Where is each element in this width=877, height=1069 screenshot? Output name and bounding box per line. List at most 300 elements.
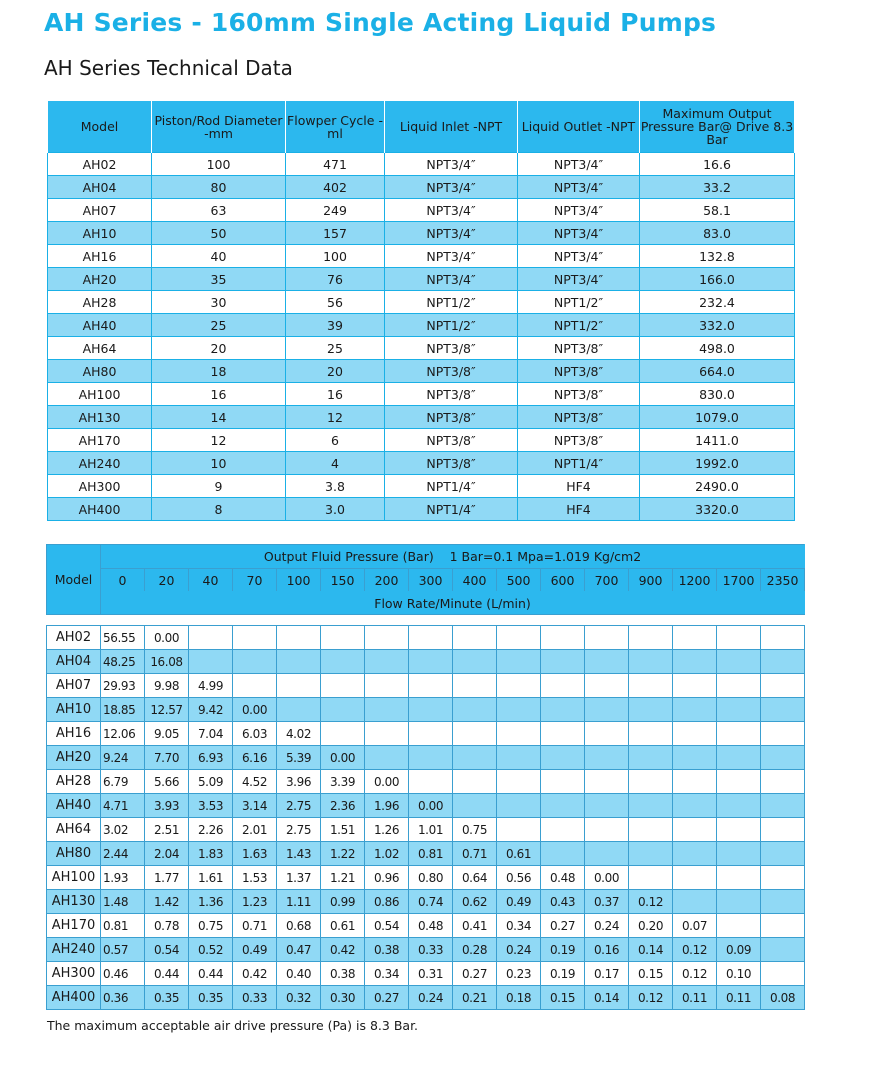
flow-cell: 1.77 xyxy=(145,866,189,890)
table-cell: 6 xyxy=(286,429,385,452)
flow-cell xyxy=(585,842,629,866)
model-header: Model xyxy=(47,545,101,615)
flow-cell xyxy=(761,818,805,842)
table-row xyxy=(48,153,795,176)
flow-cell: 0.07 xyxy=(673,914,717,938)
flow-cell: 1.51 xyxy=(321,818,365,842)
flow-cell xyxy=(629,626,673,650)
table-cell: NPT3/4″ xyxy=(518,176,640,199)
flow-cell: 5.09 xyxy=(189,770,233,794)
table-cell: NPT3/4″ xyxy=(385,153,518,176)
flow-cell xyxy=(629,674,673,698)
flow-cell xyxy=(761,962,805,986)
table-cell: 4 xyxy=(286,452,385,475)
flow-cell: 0.00 xyxy=(365,770,409,794)
table-cell: NPT1/4″ xyxy=(385,498,518,521)
model-cell: AH02 xyxy=(47,626,101,650)
flow-cell: 1.37 xyxy=(277,866,321,890)
model-cell: AH40 xyxy=(47,794,101,818)
flow-cell xyxy=(321,698,365,722)
flow-cell: 18.85 xyxy=(101,698,145,722)
flow-cell xyxy=(233,650,277,674)
flow-cell xyxy=(409,770,453,794)
flow-cell xyxy=(409,650,453,674)
table-row xyxy=(48,245,795,268)
flow-cell: 0.42 xyxy=(321,938,365,962)
footnote: The maximum acceptable air drive pressure (Pa) is 8.3 Bar. xyxy=(47,1018,419,1033)
flow-cell xyxy=(541,698,585,722)
table-cell: 12 xyxy=(152,429,286,452)
table-row xyxy=(48,268,795,291)
table-cell: NPT3/8″ xyxy=(518,337,640,360)
flow-cell xyxy=(761,770,805,794)
flow-cell: 1.01 xyxy=(409,818,453,842)
flow-cell: 0.14 xyxy=(629,938,673,962)
table-cell: 25 xyxy=(152,314,286,337)
flow-cell: 1.02 xyxy=(365,842,409,866)
flow-cell xyxy=(541,770,585,794)
table-cell: 76 xyxy=(286,268,385,291)
table-row xyxy=(47,770,805,794)
flow-cell xyxy=(277,650,321,674)
model-cell: AH80 xyxy=(47,842,101,866)
flow-cell xyxy=(585,626,629,650)
model-cell: AH20 xyxy=(48,268,152,291)
table-cell: 100 xyxy=(152,153,286,176)
table-cell: 8 xyxy=(152,498,286,521)
flow-cell xyxy=(453,626,497,650)
flow-cell: 0.41 xyxy=(453,914,497,938)
flow-cell xyxy=(717,890,761,914)
flow-cell xyxy=(761,650,805,674)
spacer-cell xyxy=(47,615,805,626)
flow-cell: 0.81 xyxy=(101,914,145,938)
pressure-header: 40 xyxy=(189,569,233,592)
flow-cell: 2.44 xyxy=(101,842,145,866)
flow-cell xyxy=(321,674,365,698)
model-cell: AH400 xyxy=(47,986,101,1010)
flow-cell: 0.09 xyxy=(717,938,761,962)
flow-cell: 0.30 xyxy=(321,986,365,1010)
flow-cell: 0.12 xyxy=(673,962,717,986)
table-cell: NPT1/4″ xyxy=(518,452,640,475)
flow-cell: 1.93 xyxy=(101,866,145,890)
flow-cell: 0.99 xyxy=(321,890,365,914)
pressure-header: 70 xyxy=(233,569,277,592)
model-cell: AH16 xyxy=(48,245,152,268)
flow-cell: 1.48 xyxy=(101,890,145,914)
flow-cell: 3.93 xyxy=(145,794,189,818)
flow-cell xyxy=(585,818,629,842)
flow-cell xyxy=(541,842,585,866)
flow-cell: 1.36 xyxy=(189,890,233,914)
flow-cell: 0.96 xyxy=(365,866,409,890)
table-cell: 249 xyxy=(286,199,385,222)
table-cell: NPT3/8″ xyxy=(518,406,640,429)
flow-cell xyxy=(409,674,453,698)
model-cell: AH28 xyxy=(48,291,152,314)
pressure-header: 100 xyxy=(277,569,321,592)
table-cell: 3.8 xyxy=(286,475,385,498)
table-cell: 157 xyxy=(286,222,385,245)
flow-cell: 0.57 xyxy=(101,938,145,962)
table-row xyxy=(48,199,795,222)
flow-cell xyxy=(409,722,453,746)
model-cell: AH28 xyxy=(47,770,101,794)
flow-cell: 0.12 xyxy=(673,938,717,962)
table-cell: 56 xyxy=(286,291,385,314)
table-cell: 1411.0 xyxy=(640,429,795,452)
flow-cell: 0.38 xyxy=(365,938,409,962)
model-cell: AH40 xyxy=(48,314,152,337)
flow-cell xyxy=(673,626,717,650)
table-cell: NPT3/8″ xyxy=(385,406,518,429)
table-cell: NPT3/8″ xyxy=(385,383,518,406)
flow-cell: 0.52 xyxy=(189,938,233,962)
flow-cell xyxy=(629,842,673,866)
table-row xyxy=(47,890,805,914)
flow-cell: 1.26 xyxy=(365,818,409,842)
flow-cell: 0.15 xyxy=(541,986,585,1010)
flow-cell: 0.38 xyxy=(321,962,365,986)
flow-cell: 9.24 xyxy=(101,746,145,770)
flow-cell: 29.93 xyxy=(101,674,145,698)
flow-cell: 0.71 xyxy=(453,842,497,866)
table-cell: NPT1/2″ xyxy=(518,314,640,337)
table-row xyxy=(47,722,805,746)
table-cell: NPT1/2″ xyxy=(518,291,640,314)
flow-cell xyxy=(365,650,409,674)
table-cell: NPT3/4″ xyxy=(518,199,640,222)
flow-cell xyxy=(453,746,497,770)
table-cell: NPT3/4″ xyxy=(385,176,518,199)
flow-cell: 12.57 xyxy=(145,698,189,722)
model-cell: AH02 xyxy=(48,153,152,176)
flow-cell: 3.39 xyxy=(321,770,365,794)
flow-cell: 1.42 xyxy=(145,890,189,914)
flow-cell xyxy=(497,818,541,842)
flow-cell: 12.06 xyxy=(101,722,145,746)
flow-cell: 0.49 xyxy=(497,890,541,914)
pressure-header: 300 xyxy=(409,569,453,592)
flow-cell xyxy=(453,650,497,674)
pressure-caption: Output Fluid Pressure (Bar) 1 Bar=0.1 Mpa=1.019 Kg/cm2 xyxy=(101,545,805,569)
flow-cell xyxy=(365,698,409,722)
flow-cell xyxy=(717,770,761,794)
flow-cell: 6.16 xyxy=(233,746,277,770)
flow-cell: 0.34 xyxy=(365,962,409,986)
table-row xyxy=(48,360,795,383)
flow-cell: 2.01 xyxy=(233,818,277,842)
flow-cell xyxy=(541,722,585,746)
table-cell: NPT3/8″ xyxy=(385,337,518,360)
table-cell: 33.2 xyxy=(640,176,795,199)
model-cell: AH80 xyxy=(48,360,152,383)
flow-cell: 7.70 xyxy=(145,746,189,770)
table-cell: 2490.0 xyxy=(640,475,795,498)
table-cell: HF4 xyxy=(518,475,640,498)
model-cell: AH07 xyxy=(47,674,101,698)
table-row xyxy=(47,938,805,962)
flow-cell xyxy=(673,866,717,890)
table-cell: 12 xyxy=(286,406,385,429)
table-row xyxy=(48,429,795,452)
table-cell: 80 xyxy=(152,176,286,199)
model-cell: AH300 xyxy=(48,475,152,498)
model-cell: AH300 xyxy=(47,962,101,986)
flow-cell: 48.25 xyxy=(101,650,145,674)
flow-cell: 1.21 xyxy=(321,866,365,890)
flow-cell: 0.12 xyxy=(629,986,673,1010)
flow-cell xyxy=(585,794,629,818)
flow-cell: 2.75 xyxy=(277,794,321,818)
flow-cell: 0.08 xyxy=(761,986,805,1010)
table-cell: NPT3/4″ xyxy=(385,222,518,245)
table-cell: 63 xyxy=(152,199,286,222)
table-cell: 20 xyxy=(286,360,385,383)
flow-cell xyxy=(717,674,761,698)
flow-cell xyxy=(409,698,453,722)
flow-cell: 1.83 xyxy=(189,842,233,866)
table-cell: 3320.0 xyxy=(640,498,795,521)
flow-cell xyxy=(541,818,585,842)
flow-cell: 4.02 xyxy=(277,722,321,746)
flow-cell: 0.54 xyxy=(145,938,189,962)
flow-cell: 2.75 xyxy=(277,818,321,842)
flow-cell: 0.20 xyxy=(629,914,673,938)
model-cell: AH64 xyxy=(48,337,152,360)
flow-cell: 1.53 xyxy=(233,866,277,890)
flow-cell: 0.00 xyxy=(409,794,453,818)
flow-cell: 0.36 xyxy=(101,986,145,1010)
flow-cell: 0.42 xyxy=(233,962,277,986)
table-row xyxy=(48,383,795,406)
flow-cell: 0.32 xyxy=(277,986,321,1010)
column-header: Maximum Output Pressure Bar@ Drive 8.3 Bar xyxy=(640,101,795,153)
flow-rate-table xyxy=(46,544,805,1010)
flow-cell: 0.00 xyxy=(145,626,189,650)
flow-cell: 0.33 xyxy=(409,938,453,962)
flow-cell xyxy=(717,842,761,866)
table-cell: 9 xyxy=(152,475,286,498)
table-cell: NPT1/2″ xyxy=(385,291,518,314)
flow-cell: 1.11 xyxy=(277,890,321,914)
flow-cell: 0.71 xyxy=(233,914,277,938)
flow-cell: 0.49 xyxy=(233,938,277,962)
flow-cell xyxy=(453,722,497,746)
table-cell: 1992.0 xyxy=(640,452,795,475)
flow-cell: 0.80 xyxy=(409,866,453,890)
flow-cell xyxy=(321,626,365,650)
flow-cell: 0.21 xyxy=(453,986,497,1010)
table-cell: 40 xyxy=(152,245,286,268)
flow-cell xyxy=(761,626,805,650)
table-cell: NPT1/2″ xyxy=(385,314,518,337)
flow-cell xyxy=(629,770,673,794)
flow-cell: 7.04 xyxy=(189,722,233,746)
table-row xyxy=(48,406,795,429)
flow-cell xyxy=(233,626,277,650)
flow-cell xyxy=(585,650,629,674)
flow-cell: 16.08 xyxy=(145,650,189,674)
flow-cell xyxy=(277,698,321,722)
flow-cell: 0.64 xyxy=(453,866,497,890)
flow-cell xyxy=(717,650,761,674)
table-row xyxy=(47,626,805,650)
flow-cell xyxy=(365,674,409,698)
flow-cell: 0.23 xyxy=(497,962,541,986)
table-row xyxy=(47,842,805,866)
table-cell: 25 xyxy=(286,337,385,360)
flow-cell: 0.68 xyxy=(277,914,321,938)
flow-cell: 0.27 xyxy=(453,962,497,986)
pressure-header: 150 xyxy=(321,569,365,592)
table-cell: NPT3/8″ xyxy=(518,360,640,383)
table-cell: 132.8 xyxy=(640,245,795,268)
flow-cell xyxy=(189,626,233,650)
flow-cell xyxy=(585,770,629,794)
table-row xyxy=(47,698,805,722)
flow-cell: 4.71 xyxy=(101,794,145,818)
table-cell: 16 xyxy=(286,383,385,406)
model-cell: AH100 xyxy=(47,866,101,890)
pressure-header: 1700 xyxy=(717,569,761,592)
flow-cell xyxy=(673,698,717,722)
flow-cell: 0.74 xyxy=(409,890,453,914)
table-cell: 664.0 xyxy=(640,360,795,383)
table-cell: NPT3/8″ xyxy=(518,383,640,406)
table-row xyxy=(47,794,805,818)
flow-cell xyxy=(761,890,805,914)
table-row xyxy=(47,818,805,842)
flow-cell: 0.86 xyxy=(365,890,409,914)
flow-cell xyxy=(673,674,717,698)
table-cell: NPT3/4″ xyxy=(518,153,640,176)
flow-cell xyxy=(497,674,541,698)
pressure-header: 1200 xyxy=(673,569,717,592)
flow-cell: 9.42 xyxy=(189,698,233,722)
flow-cell xyxy=(673,794,717,818)
flow-cell: 56.55 xyxy=(101,626,145,650)
column-header: Liquid Outlet -NPT xyxy=(518,101,640,153)
flow-cell xyxy=(321,722,365,746)
flow-cell xyxy=(761,794,805,818)
table-cell: 166.0 xyxy=(640,268,795,291)
flow-cell xyxy=(453,698,497,722)
column-header: Liquid Inlet -NPT xyxy=(385,101,518,153)
flow-cell xyxy=(673,650,717,674)
flow-cell xyxy=(673,770,717,794)
flow-cell: 6.79 xyxy=(101,770,145,794)
table-row xyxy=(48,498,795,521)
table-cell: 39 xyxy=(286,314,385,337)
flow-cell xyxy=(629,866,673,890)
table-cell: NPT3/8″ xyxy=(385,452,518,475)
flow-cell: 0.24 xyxy=(497,938,541,962)
pressure-header: 200 xyxy=(365,569,409,592)
table-cell: 16.6 xyxy=(640,153,795,176)
technical-data-header-row xyxy=(48,101,795,153)
flow-cell xyxy=(277,674,321,698)
pressure-header: 900 xyxy=(629,569,673,592)
table-cell: NPT3/4″ xyxy=(518,222,640,245)
flow-cell: 2.36 xyxy=(321,794,365,818)
flow-cell xyxy=(453,794,497,818)
flow-cell: 0.75 xyxy=(189,914,233,938)
model-cell: AH04 xyxy=(47,650,101,674)
table-cell: 402 xyxy=(286,176,385,199)
flow-cell: 0.16 xyxy=(585,938,629,962)
table-cell: 20 xyxy=(152,337,286,360)
flow-cell: 0.24 xyxy=(409,986,453,1010)
flow-cell xyxy=(409,626,453,650)
flow-cell: 5.39 xyxy=(277,746,321,770)
flow-cell: 0.37 xyxy=(585,890,629,914)
model-cell: AH10 xyxy=(48,222,152,245)
flow-cell: 0.27 xyxy=(365,986,409,1010)
flow-cell xyxy=(497,770,541,794)
flow-cell xyxy=(717,914,761,938)
flow-cell xyxy=(453,674,497,698)
flow-cell xyxy=(453,770,497,794)
flow-cell xyxy=(629,722,673,746)
table-cell: HF4 xyxy=(518,498,640,521)
flow-cell: 0.61 xyxy=(497,842,541,866)
flow-cell xyxy=(717,746,761,770)
flow-cell: 0.34 xyxy=(497,914,541,938)
flow-cell: 0.81 xyxy=(409,842,453,866)
section-subtitle: AH Series Technical Data xyxy=(44,56,293,80)
table-row xyxy=(48,314,795,337)
flow-cell xyxy=(497,746,541,770)
table-cell: 58.1 xyxy=(640,199,795,222)
model-cell: AH20 xyxy=(47,746,101,770)
flow-cell xyxy=(189,650,233,674)
flow-cell: 0.28 xyxy=(453,938,497,962)
flow-cell: 0.35 xyxy=(189,986,233,1010)
flow-cell: 0.56 xyxy=(497,866,541,890)
flow-cell: 3.14 xyxy=(233,794,277,818)
table-row xyxy=(47,986,805,1010)
model-cell: AH100 xyxy=(48,383,152,406)
flow-cell: 6.93 xyxy=(189,746,233,770)
flow-cell: 0.19 xyxy=(541,962,585,986)
flow-cell: 0.15 xyxy=(629,962,673,986)
flow-cell: 6.03 xyxy=(233,722,277,746)
flow-cell xyxy=(541,650,585,674)
table-cell: NPT3/4″ xyxy=(385,268,518,291)
flow-cell: 0.46 xyxy=(101,962,145,986)
flow-cell: 1.23 xyxy=(233,890,277,914)
flow-cell xyxy=(717,866,761,890)
flow-cell xyxy=(277,626,321,650)
flow-cell xyxy=(541,674,585,698)
flow-cell: 1.61 xyxy=(189,866,233,890)
pressure-caption-row xyxy=(47,545,805,569)
table-cell: NPT3/8″ xyxy=(385,429,518,452)
table-cell: NPT3/8″ xyxy=(385,360,518,383)
model-cell: AH130 xyxy=(48,406,152,429)
flow-cell: 9.98 xyxy=(145,674,189,698)
pressure-header: 600 xyxy=(541,569,585,592)
flow-cell xyxy=(497,650,541,674)
flow-cell xyxy=(761,914,805,938)
model-cell: AH170 xyxy=(48,429,152,452)
flow-cell: 0.33 xyxy=(233,986,277,1010)
table-cell: 471 xyxy=(286,153,385,176)
flow-cell xyxy=(673,890,717,914)
flow-cell xyxy=(761,938,805,962)
